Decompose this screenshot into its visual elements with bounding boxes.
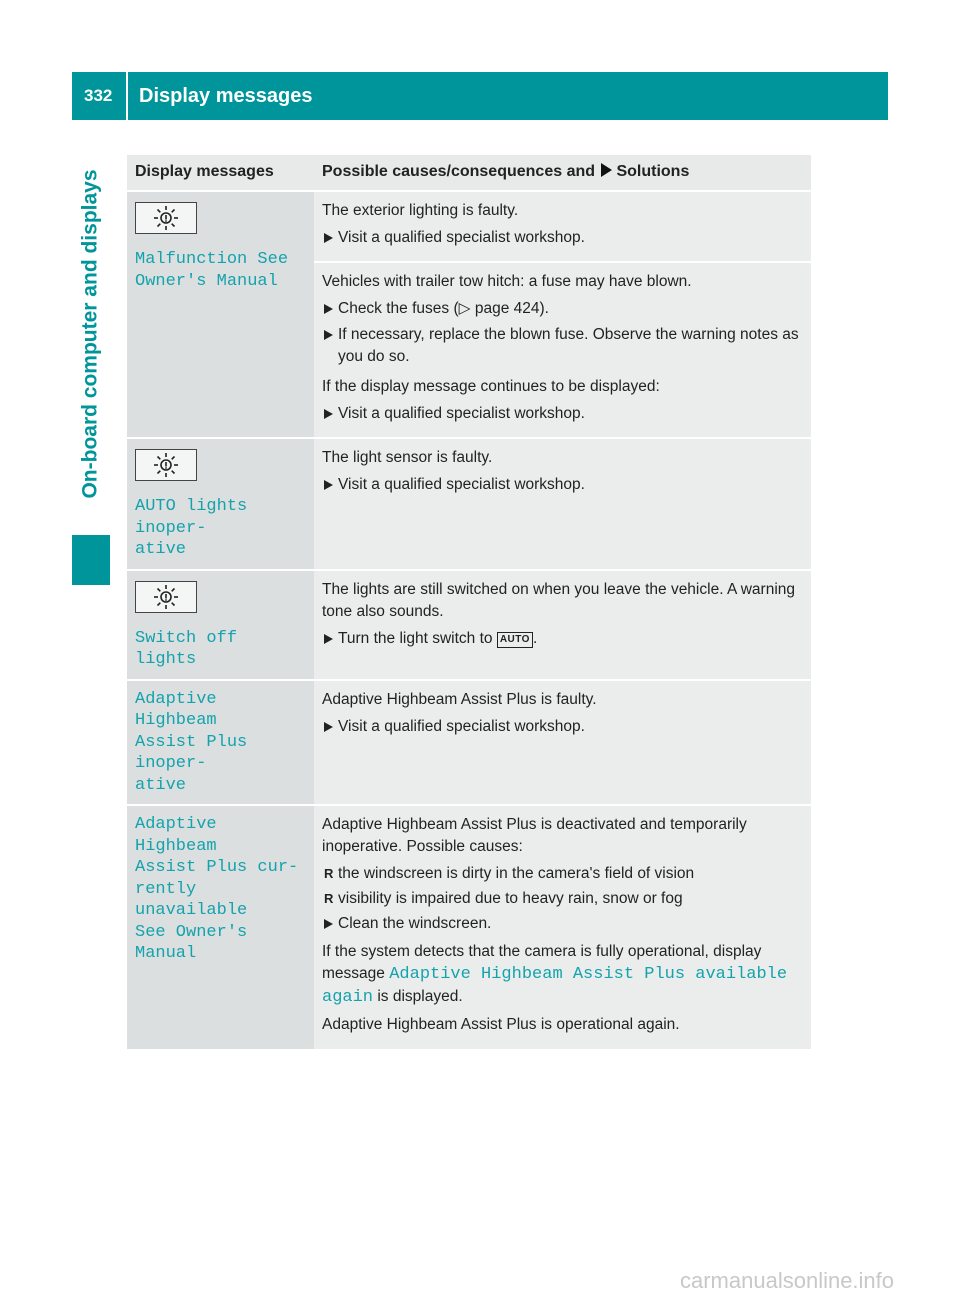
message-text: Switch off lights	[135, 628, 238, 669]
solution-cell	[314, 570, 811, 680]
note-text-start: If the system detects that the camera is fully operational, display message	[322, 943, 762, 982]
message-text: See Owner's Manual	[135, 922, 248, 963]
solution-step: Check the fuses (▷ page 424).	[322, 298, 803, 320]
cause-text: Adaptive Highbeam Assist Plus is faulty.	[322, 690, 597, 708]
solution-step: Visit a qualified specialist workshop.	[322, 403, 803, 425]
col-header-solutions	[314, 155, 811, 191]
solution-arrow-icon	[601, 163, 612, 177]
message-cell	[127, 191, 314, 438]
cause-text: The exterior lighting is faulty.	[322, 202, 519, 219]
solution-step	[322, 628, 803, 650]
table-row	[127, 191, 811, 262]
solution-cell	[314, 805, 811, 1050]
solution-step: Visit a qualified specialist workshop.	[322, 474, 803, 496]
table-row	[127, 570, 811, 680]
col-header-solutions-label: Solutions	[616, 163, 690, 180]
auto-switch-icon: AUTO	[497, 632, 533, 648]
message-cell	[127, 680, 314, 806]
table-row	[127, 680, 811, 806]
message-cell	[127, 805, 314, 1050]
side-tab-marker	[72, 535, 110, 585]
cause-text: Adaptive Highbeam Assist Plus is deactivated and temporarily inoperative. Possible causes:	[322, 816, 747, 855]
watermark: carmanualsonline.info	[680, 1268, 895, 1293]
step-text: Turn the light switch to	[338, 629, 493, 647]
solution-step: Visit a qualified specialist workshop.	[322, 227, 803, 249]
message-cell	[127, 438, 314, 570]
col-header-messages: Display messages	[127, 155, 314, 191]
solution-cell	[314, 191, 811, 262]
cause-text: Vehicles with trailer tow hitch: a fuse may have blown.	[322, 273, 692, 290]
exterior-lamp-icon	[135, 581, 197, 613]
display-messages-table	[127, 155, 811, 1051]
final-text: Adaptive Highbeam Assist Plus is operational again.	[322, 1016, 680, 1033]
note-text	[322, 941, 803, 1009]
message-text: ative	[135, 540, 187, 559]
note-text: If the display message continues to be displayed:	[322, 378, 660, 395]
solution-cell	[314, 438, 811, 570]
message-text: rently unavailable	[135, 879, 248, 920]
message-text: AUTO lights inoper‐	[135, 497, 248, 538]
side-tab-label: On-board computer and displays	[79, 169, 102, 499]
message-text: ative	[135, 775, 187, 795]
message-text: Malfunction See	[135, 250, 289, 269]
exterior-lamp-icon	[135, 202, 197, 234]
solution-step: If necessary, replace the blown fuse. Observe the warning notes as you do so.	[322, 324, 803, 368]
table-row	[127, 805, 811, 1050]
cause-text: The light sensor is faulty.	[322, 449, 493, 466]
side-tab	[72, 134, 110, 534]
cause-bullet: R visibility is impaired due to heavy rain, snow or fog	[322, 888, 803, 910]
solution-cell	[314, 262, 811, 438]
solution-step: Visit a qualified specialist workshop.	[322, 716, 803, 738]
step-text-end: .	[532, 629, 538, 647]
note-text-end: is displayed.	[377, 988, 463, 1005]
message-code: Adaptive Highbeam Assist Plus available again	[322, 965, 788, 1007]
message-text: Assist Plus cur‐	[135, 858, 299, 877]
solution-cell	[314, 680, 811, 806]
message-text: Adaptive Highbeam	[135, 815, 217, 856]
cause-bullet: R the windscreen is dirty in the camera's field of vision	[322, 863, 803, 885]
table-row	[127, 438, 811, 570]
exterior-lamp-icon	[135, 449, 197, 481]
page-number: 332	[84, 86, 113, 105]
message-text: Assist Plus inoper‐	[135, 732, 248, 773]
table-header-row	[127, 155, 811, 191]
page-header	[72, 72, 888, 120]
col-header-causes: Possible causes/consequences and	[322, 163, 596, 180]
solution-step: Clean the windscreen.	[322, 913, 803, 935]
message-text: Owner's Manual	[135, 271, 278, 291]
page-title: Display messages	[139, 84, 313, 107]
cause-text: The lights are still switched on when you leave the vehicle. A warning tone also sounds.	[322, 580, 796, 620]
message-text: Adaptive Highbeam	[135, 689, 217, 730]
message-cell	[127, 570, 314, 680]
